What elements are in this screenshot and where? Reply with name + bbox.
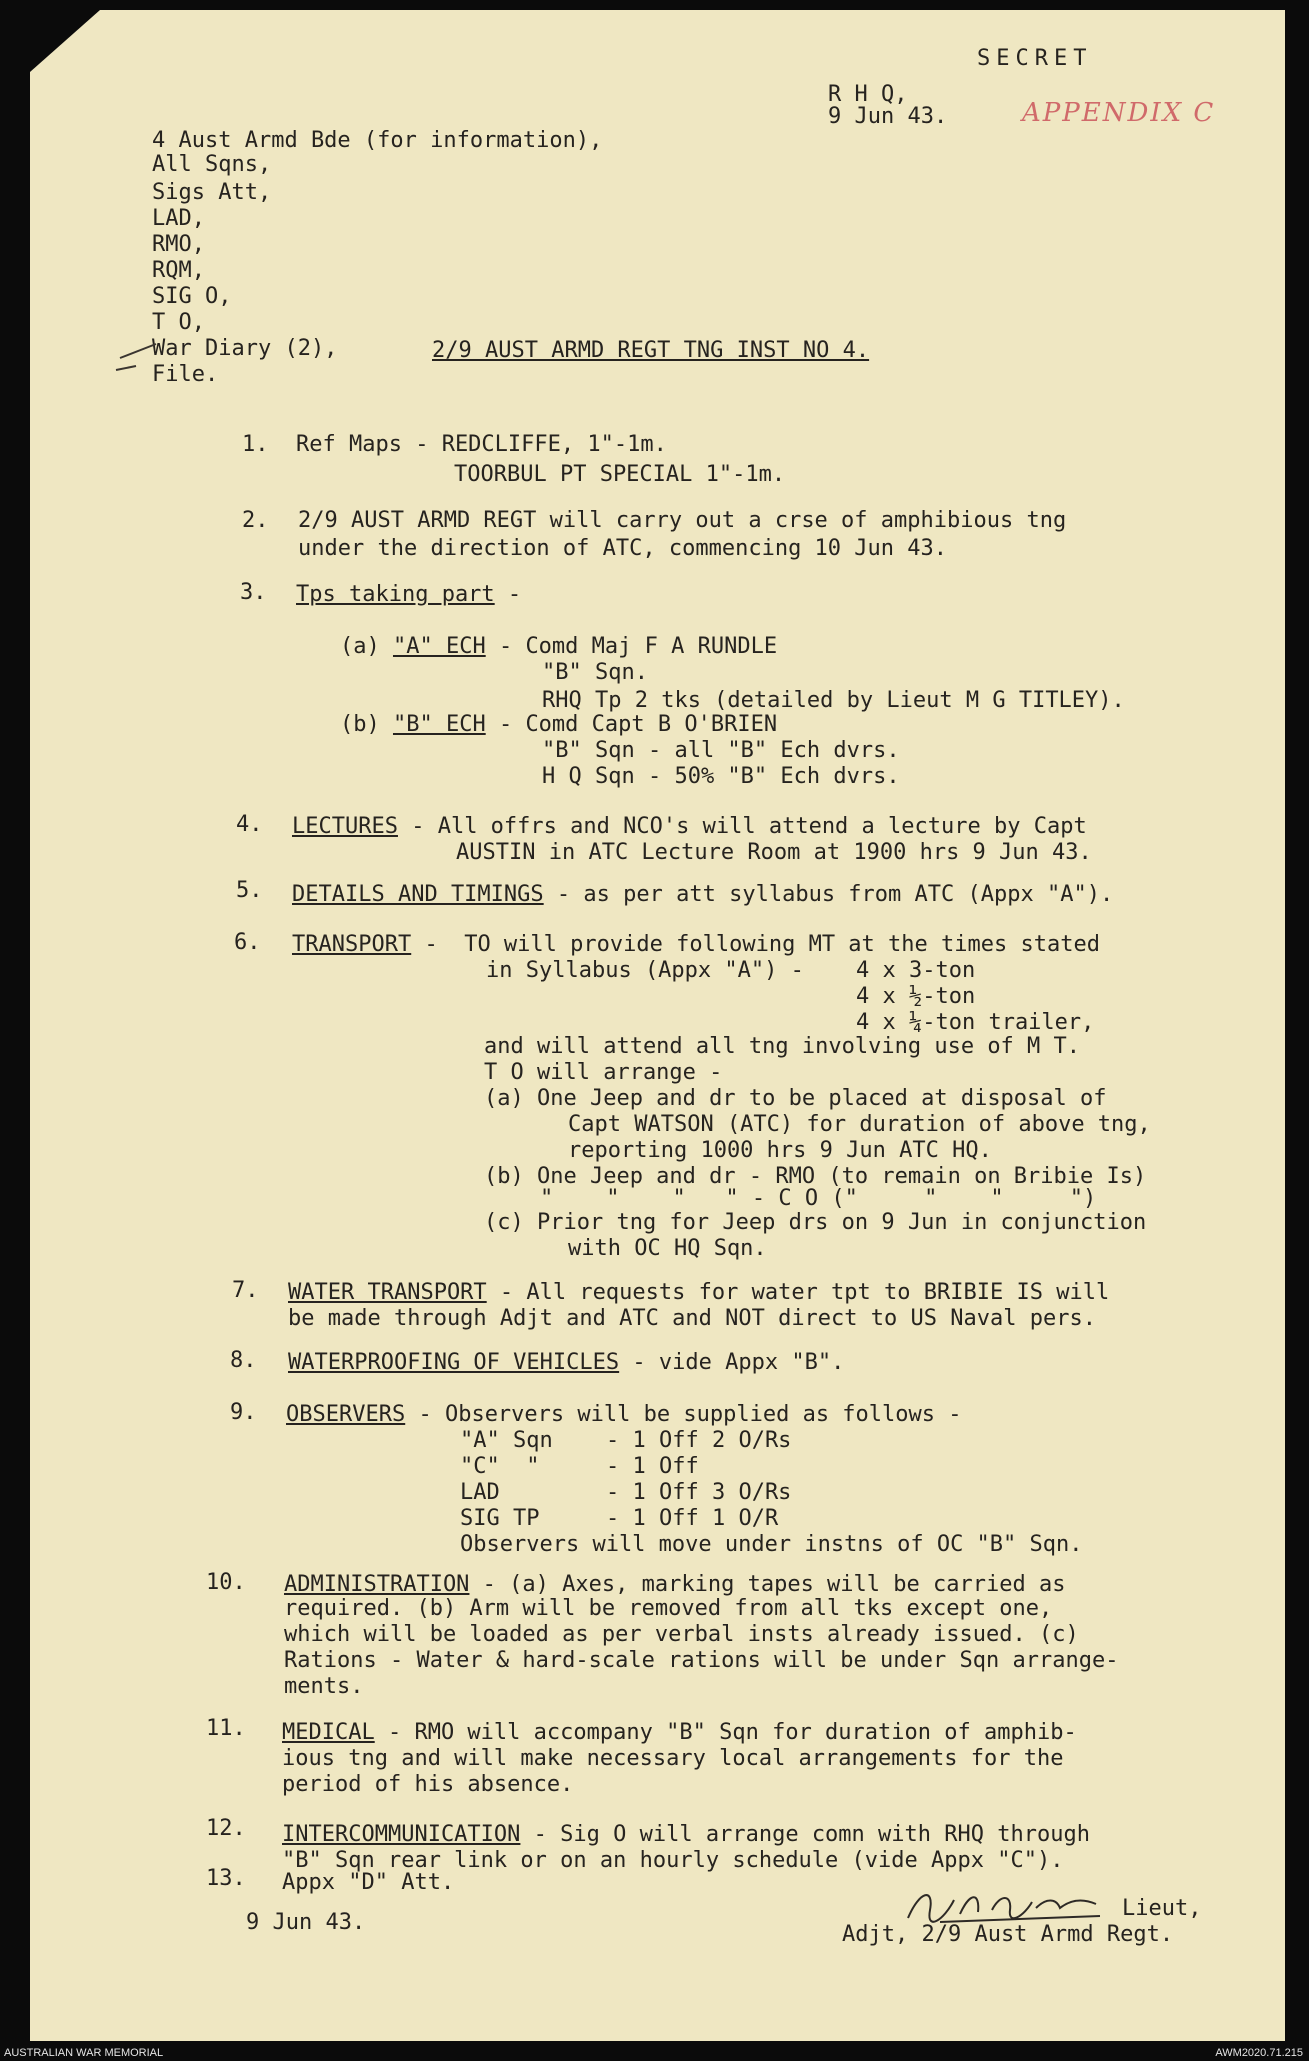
para-text: - — [494, 582, 522, 607]
para-text: (c) Prior tng for Jeep drs on 9 Jun in conjunction — [484, 1210, 1147, 1235]
para-number: 13. — [206, 1866, 246, 1891]
para-line — [282, 1720, 1077, 1746]
observer-unit: "A" Sqn — [460, 1428, 553, 1453]
observer-detail: - 1 Off — [606, 1454, 699, 1479]
para-number: 9. — [230, 1400, 257, 1425]
subpara-heading: "B" ECH — [392, 712, 486, 737]
para-text: Capt WATSON (ATC) for duration of above tng, — [568, 1112, 1151, 1137]
para-text: "B" Sqn rear link or on an hourly schedule (vide Appx "C"). — [282, 1848, 1064, 1873]
subpara-label: (b) — [340, 712, 393, 737]
para-text: Ref Maps - REDCLIFFE, 1"-1m. — [296, 432, 667, 457]
para-line — [286, 1402, 962, 1428]
para-text: required. (b) Arm will be removed from all tks except one, — [284, 1596, 1053, 1621]
para-text: - Sig O will arrange comn with RHQ through — [520, 1822, 1090, 1847]
observer-detail: - 1 Off 1 O/R — [606, 1506, 779, 1531]
para-line — [282, 1822, 1090, 1848]
para-text: - All offrs and NCO's will attend a lecture by Capt — [397, 814, 1087, 839]
distribution-line: War Diary (2), — [152, 336, 338, 361]
mt-item: 4 x ½-ton — [856, 984, 976, 1009]
origin-label: R H Q, — [828, 82, 908, 107]
subpara-text: - Comd Maj F A RUNDLE — [485, 634, 778, 659]
para-text: be made through Adjt and ATC and NOT direct to US Naval pers. — [288, 1306, 1096, 1331]
para-text: AUSTIN in ATC Lecture Room at 1900 hrs 9 Jun 43. — [456, 840, 1092, 865]
para-line — [284, 1572, 1065, 1598]
para-heading: MEDICAL — [282, 1720, 375, 1745]
para-text: - as per att syllabus from ATC (Appx "A"). — [543, 882, 1114, 907]
para-text: Appx "D" Att. — [282, 1870, 455, 1895]
subpara-text: RHQ Tp 2 tks (detailed by Lieut M G TITLEY). — [542, 688, 1125, 713]
observer-detail: - 1 Off 3 O/Rs — [606, 1480, 792, 1505]
para-line — [288, 1350, 844, 1376]
para-text: period of his absence. — [282, 1772, 574, 1797]
appendix-annotation: APPENDIX C — [1022, 98, 1216, 128]
para-number: 1. — [242, 432, 269, 457]
distribution-line: LAD, — [152, 206, 205, 231]
para-text: " " " " - C O (" " " ") — [540, 1186, 1097, 1211]
para-text: - RMO will accompany "B" Sqn for duration of amphib- — [374, 1720, 1077, 1745]
para-heading: DETAILS AND TIMINGS — [292, 882, 544, 907]
distribution-line: File. — [152, 362, 219, 387]
para-text: Observers will move under instns of OC "B" Sqn. — [460, 1532, 1083, 1557]
para-text: (a) One Jeep and dr to be placed at disposal of — [484, 1086, 1107, 1111]
para-number: 7. — [232, 1278, 259, 1303]
para-heading: OBSERVERS — [286, 1402, 406, 1427]
para-heading: TRANSPORT — [292, 932, 412, 957]
para-text: - Observers will be supplied as follows - — [405, 1402, 962, 1427]
distribution-line: All Sqns, — [152, 152, 272, 177]
para-number: 3. — [240, 580, 267, 605]
subpara-text: H Q Sqn - 50% "B" Ech dvrs. — [542, 764, 900, 789]
para-line — [292, 932, 1100, 958]
subpara-line — [340, 634, 777, 660]
distribution-line: T O, — [152, 310, 205, 335]
para-heading: ADMINISTRATION — [284, 1572, 470, 1597]
distribution-line: 4 Aust Armd Bde (for information), — [152, 128, 603, 153]
para-text: in Syllabus (Appx "A") - — [486, 958, 804, 983]
para-line — [292, 882, 1113, 908]
distribution-line: RMO, — [152, 232, 205, 257]
para-text: under the direction of ATC, commencing 10 Jun 43. — [298, 536, 948, 561]
para-text: - (a) Axes, marking tapes will be carried as — [469, 1572, 1066, 1597]
para-heading: Tps taking part — [296, 582, 495, 607]
mt-item: 4 x 3-ton — [856, 958, 976, 983]
signatory-appointment: Adjt, 2/9 Aust Armd Regt. — [842, 1922, 1174, 1947]
para-text: - vide Appx "B". — [619, 1350, 845, 1375]
subpara-label: (a) — [340, 634, 393, 659]
para-line — [288, 1280, 1109, 1306]
para-text: and will attend all tng involving use of M T. — [484, 1034, 1081, 1059]
footer-right: AWM2020.71.215 — [1215, 2047, 1303, 2059]
para-text: ious tng and will make necessary local arrangements for the — [282, 1746, 1064, 1771]
para-text: - All requests for water tpt to BRIBIE IS will — [486, 1280, 1110, 1305]
para-heading: LECTURES — [292, 814, 398, 839]
para-number: 11. — [206, 1716, 246, 1741]
document-date: 9 Jun 43. — [828, 104, 948, 129]
observer-unit: LAD — [460, 1480, 500, 1505]
closing-date: 9 Jun 43. — [246, 1910, 366, 1935]
para-text: with OC HQ Sqn. — [568, 1236, 767, 1261]
para-text: (b) One Jeep and dr - RMO (to remain on Bribie Is) — [484, 1164, 1147, 1189]
para-number: 6. — [234, 930, 261, 955]
para-line — [292, 814, 1087, 840]
classification-label: SECRET — [977, 46, 1093, 71]
distribution-line: SIG O, — [152, 284, 232, 309]
subpara-text: - Comd Capt B O'BRIEN — [485, 712, 778, 737]
para-text: which will be loaded as per verbal insts already issued. (c) — [284, 1622, 1079, 1647]
para-number: 12. — [206, 1816, 246, 1841]
para-text: TOORBUL PT SPECIAL 1"-1m. — [454, 462, 786, 487]
subpara-line — [340, 712, 777, 738]
subpara-text: "B" Sqn - all "B" Ech dvrs. — [542, 738, 900, 763]
para-heading: WATER TRANSPORT — [288, 1280, 487, 1305]
observer-detail: - 1 Off 2 O/Rs — [606, 1428, 792, 1453]
observer-unit: SIG TP — [460, 1506, 540, 1531]
para-number: 10. — [206, 1570, 246, 1595]
observer-unit: "C" " — [460, 1454, 540, 1479]
mt-item: 4 x ¼-ton trailer, — [856, 1010, 1095, 1035]
footer-left: AUSTRALIAN WAR MEMORIAL — [4, 2047, 164, 2059]
para-heading: INTERCOMMUNICATION — [282, 1822, 521, 1847]
document-title: 2/9 AUST ARMD REGT TNG INST NO 4. — [432, 338, 870, 363]
para-text: Rations - Water & hard-scale rations will be under Sqn arrange- — [284, 1648, 1119, 1673]
tick-mark-icon — [112, 340, 172, 376]
subpara-heading: "A" ECH — [392, 634, 486, 659]
para-text: - TO will provide following MT at the times stated — [411, 932, 1100, 957]
para-heading: WATERPROOFING OF VEHICLES — [288, 1350, 620, 1375]
distribution-line: RQM, — [152, 258, 205, 283]
para-text: ments. — [284, 1674, 364, 1699]
para-number: 2. — [242, 508, 269, 533]
para-number: 4. — [236, 812, 263, 837]
para-number: 5. — [236, 878, 263, 903]
para-text: reporting 1000 hrs 9 Jun ATC HQ. — [568, 1138, 992, 1163]
para-text: T O will arrange - — [484, 1060, 723, 1085]
para-number: 8. — [230, 1348, 257, 1373]
subpara-text: "B" Sqn. — [542, 660, 648, 685]
distribution-line: Sigs Att, — [152, 180, 272, 205]
para-text: 2/9 AUST ARMD REGT will carry out a crse of amphibious tng — [298, 508, 1067, 533]
para-heading-line — [296, 582, 521, 608]
signatory-rank: Lieut, — [1122, 1896, 1202, 1921]
